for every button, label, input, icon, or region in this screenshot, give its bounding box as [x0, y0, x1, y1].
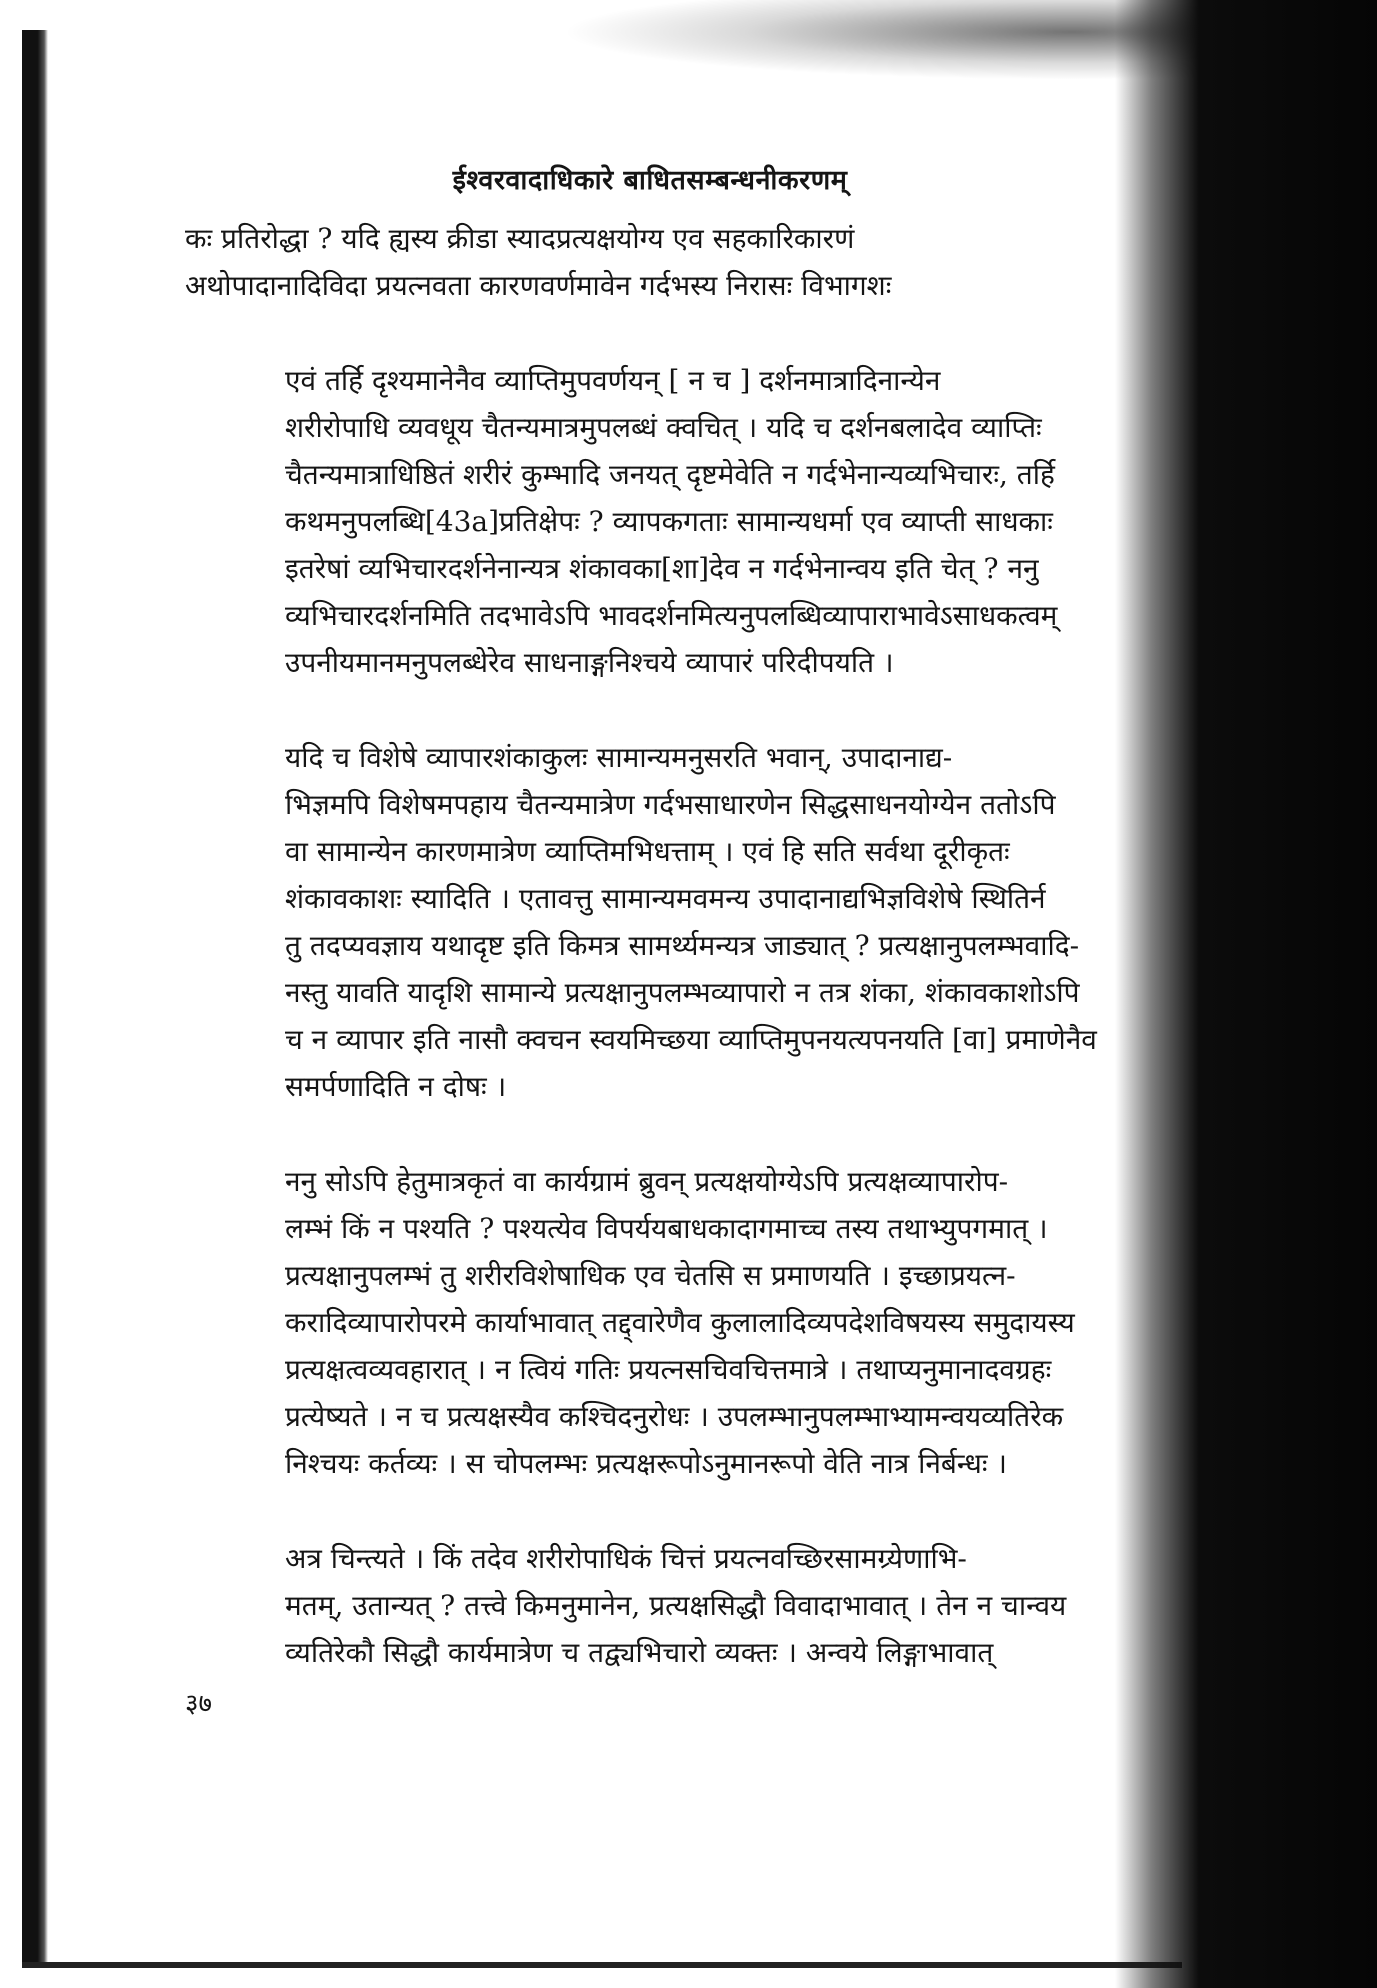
text-line: च न व्यापार इति नासौ क्वचन स्वयमिच्छया व्याप्तिमुपनयत्यपनयति [वा] प्रमाणेनैव: [285, 1023, 1097, 1056]
text-line: शंकावकाशः स्यादिति । एतावत्तु सामान्यमवमन्य उपादानाद्यभिज्ञविशेषे स्थितिर्न: [285, 882, 1046, 915]
text-line: इतरेषां व्यभिचारदर्शनेनान्यत्र शंकावका[शा]देव न गर्दभेनान्वय इति चेत् ? ननु: [285, 552, 1039, 585]
text-line: व्यभिचारदर्शनमिति तदभावेऽपि भावदर्शनमित्यनुपलब्धिव्यापाराभावेऽसाधकत्वम्: [285, 599, 1058, 632]
scan-bottom-edge: [22, 1962, 1182, 1968]
page-content: [185, 160, 1115, 1720]
paragraph: [185, 357, 1115, 686]
text-body: [185, 215, 1115, 1676]
text-line: अथोपादानादिविदा प्रयत्नवता कारणवर्णमावेन गर्दभस्य निरासः विभागशः: [185, 269, 892, 302]
paragraph: [185, 1158, 1115, 1487]
text-line: प्रत्यक्षत्वव्यवहारात् । न त्वियं गतिः प्रयत्नसचिवचित्तमात्रे । तथाप्यनुमानादवग्रहः: [285, 1353, 1052, 1386]
text-line: भिज्ञमपि विशेषमपहाय चैतन्यमात्रेण गर्दभसाधारणेन सिद्धसाधनयोग्येन ततोऽपि: [285, 788, 1056, 821]
text-line: प्रत्येष्यते । न च प्रत्यक्षस्यैव कश्चिदनुरोधः । उपलम्भानुपलम्भाभ्यामन्वयव्यतिरेक: [285, 1400, 1064, 1433]
text-line: निश्चयः कर्तव्यः । स चोपलम्भः प्रत्यक्षरूपोऽनुमानरूपो वेति नात्र निर्बन्धः ।: [285, 1447, 1008, 1480]
text-line: यदि च विशेषे व्यापारशंकाकुलः सामान्यमनुसरति भवान्, उपादानाद्य-: [285, 741, 953, 774]
running-header: ईश्वरवादाधिकारे बाधितसम्बन्धनीकरणम्: [452, 165, 848, 196]
page-number: ३७: [185, 1689, 213, 1719]
text-line: अत्र चिन्त्यते । किं तदेव शरीरोपाधिकं चित्तं प्रयत्नवच्छिरसामग्र्येणाभि-: [285, 1542, 967, 1575]
scan-left-edge: [22, 30, 48, 1965]
text-line: ननु सोऽपि हेतुमात्रकृतं वा कार्यग्रामं ब्रुवन् प्रत्यक्षयोग्येऽपि प्रत्यक्षव्यापारोप-: [285, 1165, 1009, 1198]
scan-right-shadow: [1115, 0, 1377, 1988]
text-line: कथमनुपलब्धि[43a]प्रतिक्षेपः ? व्यापकगताः सामान्यधर्मा एव व्याप्ती साधकाः: [285, 505, 1053, 538]
text-line: तु तदप्यवज्ञाय यथादृष्ट इति किमत्र सामर्थ्यमन्यत्र जाड्यात् ? प्रत्यक्षानुपलम्भवादि-: [285, 929, 1080, 962]
paragraph: [185, 1535, 1115, 1676]
text-line: उपनीयमानमनुपलब्धेरेव साधनाङ्गनिश्चये व्यापारं परिदीपयति ।: [285, 646, 894, 679]
text-line: वा सामान्येन कारणमात्रेण व्याप्तिमभिधत्ताम् । एवं हि सति सर्वथा दूरीकृतः: [285, 835, 1010, 868]
text-line: व्यतिरेकौ सिद्धौ कार्यमात्रेण च तद्व्यभिचारो व्यक्तः । अन्वये लिङ्गाभावात्: [285, 1636, 994, 1669]
text-line: मतम्, उतान्यत् ? तत्त्वे किमनुमानेन, प्रत्यक्षसिद्धौ विवादाभावात् । तेन न चान्वय: [285, 1589, 1067, 1622]
text-line: प्रत्यक्षानुपलम्भं तु शरीरविशेषाधिक एव चेतसि स प्रमाणयति । इच्छाप्रयत्न-: [285, 1259, 1016, 1292]
text-line: चैतन्यमात्राधिष्ठितं शरीरं कुम्भादि जनयत् दृष्टमेवेति न गर्दभेनान्यव्यभिचारः, तर्हि: [285, 458, 1055, 491]
scan-top-smudge: [560, 0, 1200, 80]
text-line: करादिव्यापारोपरमे कार्याभावात् तद्द्वारेणैव कुलालादिव्यपदेशविषयस्य समुदायस्य: [285, 1306, 1075, 1339]
text-line: शरीरोपाधि व्यवधूय चैतन्यमात्रमुपलब्धं क्वचित् । यदि च दर्शनबलादेव व्याप्तिः: [285, 411, 1042, 444]
text-line: समर्पणादिति न दोषः ।: [285, 1070, 507, 1103]
text-line: नस्तु यावति यादृशि सामान्ये प्रत्यक्षानुपलम्भव्यापारो न तत्र शंका, शंकावकाशोऽपि: [285, 976, 1080, 1009]
paragraph: [185, 215, 1115, 309]
text-line: लम्भं किं न पश्यति ? पश्यत्येव विपर्ययबाधकादागमाच्च तस्य तथाभ्युपगमात् ।: [285, 1212, 1048, 1245]
text-line: कः प्रतिरोद्धा ? यदि ह्यस्य क्रीडा स्यादप्रत्यक्षयोग्य एव सहकारिकारणं: [185, 222, 855, 255]
text-line: एवं तर्हि दृश्यमानेनैव व्याप्तिमुपवर्णयन् [ न च ] दर्शनमात्रादिनान्येन: [285, 364, 941, 397]
paragraph: [185, 734, 1115, 1110]
